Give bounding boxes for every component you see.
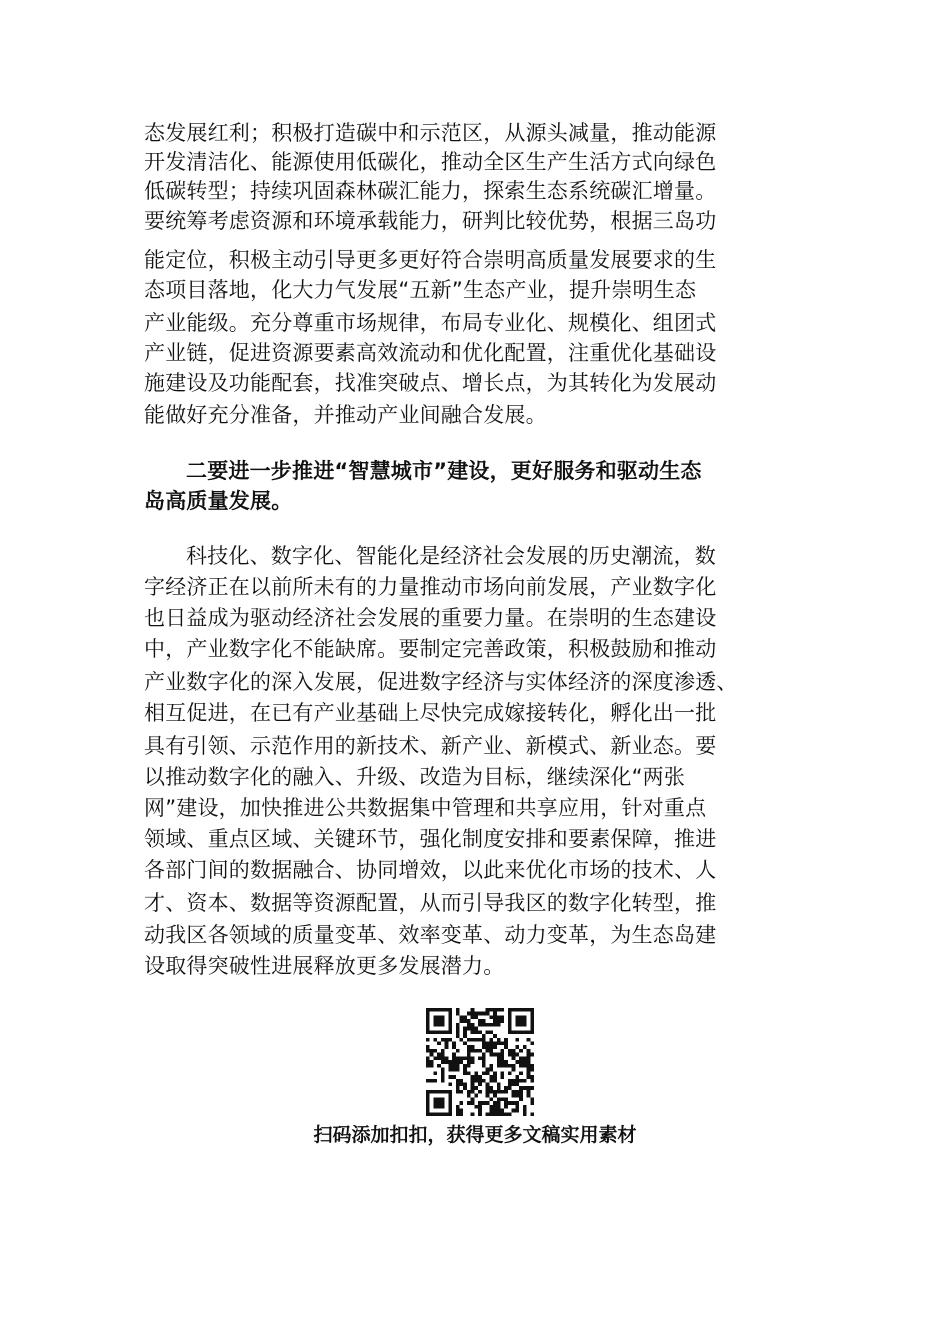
paragraph-line: 能做好充分准备，并推动产业间融合发展。 [144,403,547,427]
paragraph-line: 相互促进，在已有产业基础上尽快完成嫁接转化，孵化出一批 [144,701,717,725]
paragraph-line: 网”建设，加快推进公共数据集中管理和共享应用，针对重点 [144,796,707,820]
paragraph-line: 产业数字化的深入发展，促进数字经济与实体经济的深度渗透、 [144,670,738,694]
paragraph-line: 低碳转型；持续巩固森林碳汇能力，探索生态系统碳汇增量。 [144,179,717,203]
paragraph-line: 态发展红利；积极打造碳中和示范区，从源头减量，推动能源 [144,121,717,145]
paragraph-line: 领域、重点区域、关键环节，强化制度安排和要素保障，推进 [144,827,717,851]
paragraph-line: 态项目落地，化大力气发展“五新”生态产业，提升崇明生态 [144,278,697,302]
paragraph-line: 科技化、数字化、智能化是经济社会发展的历史潮流，数 [186,544,716,568]
paragraph-line: 才、资本、数据等资源配置，从而引导我区的数字化转型，推 [144,891,717,915]
paragraph-line: 字经济正在以前所未有的力量推动市场向前发展，产业数字化 [144,575,717,599]
paragraph-line: 各部门间的数据融合、协同增效，以此来优化市场的技术、人 [144,858,717,882]
paragraph-line: 能定位，积极主动引导更多更好符合崇明高质量发展要求的生 [144,248,717,272]
heading-line: 二要进一步推进“智慧城市”建设，更好服务和驱动生态 [186,459,702,483]
paragraph-line: 设取得突破性进展释放更多发展潜力。 [144,954,505,978]
paragraph-line: 开发清洁化、能源使用低碳化，推动全区生产生活方式向绿色 [144,150,717,174]
paragraph-line: 以推动数字化的融入、升级、改造为目标，继续深化“两张 [144,765,686,789]
qr-caption: 扫码添加扣扣，获得更多文稿实用素材 [313,1124,637,1146]
paragraph-line: 施建设及功能配套，找准突破点、增长点，为其转化为发展动 [144,371,717,395]
paragraph-line: 也日益成为驱动经济社会发展的重要力量。在崇明的生态建设 [144,606,717,630]
paragraph-line: 产业链，促进资源要素高效流动和优化配置，注重优化基础设 [144,341,717,365]
paragraph-line: 动我区各领域的质量变革、效率变革、动力变革，为生态岛建 [144,923,717,947]
paragraph-line: 具有引领、示范作用的新技术、新产业、新模式、新业态。要 [144,734,717,758]
paragraph-line: 要统筹考虑资源和环境承载能力，研判比较优势，根据三岛功 [144,209,717,233]
heading-line: 岛高质量发展。 [144,489,293,513]
paragraph-line: 中，产业数字化不能缺席。要制定完善政策，积极鼓励和推动 [144,637,717,661]
paragraph-line: 产业能级。充分尊重市场规律，布局专业化、规模化、组团式 [144,311,717,335]
qr-code-image[interactable] [426,1008,534,1116]
